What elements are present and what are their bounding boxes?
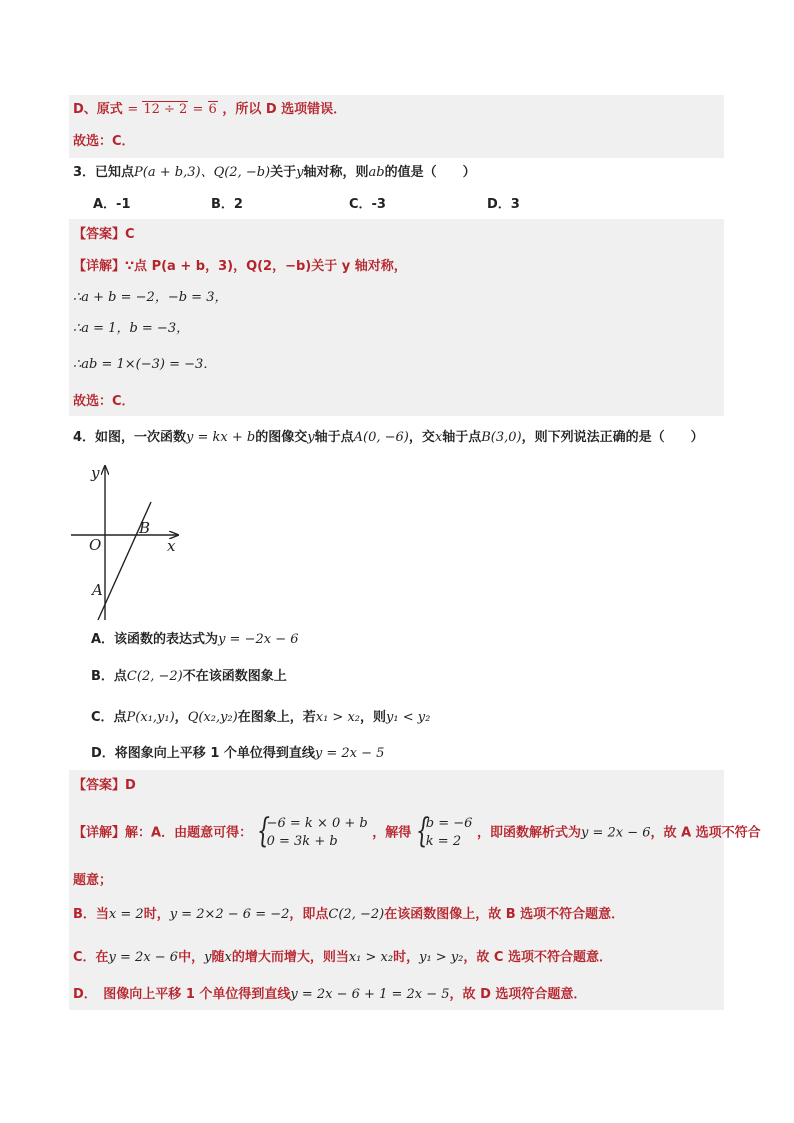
q4-answer: 【答案】D xyxy=(73,778,136,793)
q3-step-1: ∴a + b = −2，−b = 3， xyxy=(73,290,228,305)
y-axis-label: y xyxy=(91,464,100,482)
q4-option-b: B．点C(2, −2)不在该函数图象上 xyxy=(91,669,287,684)
q4-option-d: D．将图象向上平移 1 个单位得到直线y = 2x − 5 xyxy=(91,746,385,761)
q4-detail-c: C．在y = 2x − 6中，y随x的增大而增大，则当x₁ > x₂时，y₁ > y₂，故 C 选项不符合题意． xyxy=(73,950,612,965)
system-of-equations: { −6 = k × 0 + b 0 = 3k + b xyxy=(256,811,368,851)
q3-step-3: ∴ab = 1×(−3) = −3． xyxy=(73,357,217,372)
q3-option-b: B．2 xyxy=(211,197,243,212)
q3-step-2: ∴a = 1，b = −3， xyxy=(73,321,190,336)
q4-detail-a-wrap: 题意； xyxy=(73,873,113,888)
solution-block-q3 xyxy=(69,219,724,416)
q3-answer: 【答案】C xyxy=(73,227,135,242)
q3-choose: 故选：C． xyxy=(73,394,135,409)
q4-stem: 4．如图，一次函数y = kx + b的图像交y轴于点A(0, −6)，交x轴于点B(3,0)，则下列说法正确的是（ ） xyxy=(73,430,704,445)
q3-option-a: A．-1 xyxy=(93,197,131,212)
q3-stem: 3．已知点P(a + b,3)、Q(2, −b)关于y轴对称，则ab的值是（ ） xyxy=(73,165,476,180)
q4-detail-d: D． 图像向上平移 1 个单位得到直线y = 2x − 6 + 1 = 2x − 5，故 D 选项符合题意． xyxy=(73,987,587,1002)
q4-detail-a: 【详解】解：A．由题意可得： { −6 = k × 0 + b 0 = 3k + b ，解得 { b = −6 k = 2 ，即函数解析式为y = 2x − 6，故 A 选项不符合 xyxy=(73,811,761,851)
q2-option-d-explanation: D、原式 = 12 ÷ 2 = 6 ，所以 D 选项错误． xyxy=(73,102,347,117)
origin-label: O xyxy=(89,536,102,554)
solution-block-q4 xyxy=(69,770,724,1010)
q2-sqrt-expression: = 12 ÷ 2 = 6 xyxy=(127,102,217,117)
solution-system: { b = −6 k = 2 xyxy=(415,811,473,851)
x-axis-label: x xyxy=(167,537,176,555)
point-a-label: A xyxy=(92,581,103,599)
q4-option-a: A．该函数的表达式为y = −2x − 6 xyxy=(91,632,299,647)
q4-option-c: C．点P(x₁,y₁)，Q(x₂,y₂)在图象上，若x₁ > x₂，则y₁ < y₂ xyxy=(91,710,431,725)
q3-option-c: C．-3 xyxy=(349,197,386,212)
q3-detail: 【详解】∵点 P(a + b，3)，Q(2，−b)关于 y 轴对称， xyxy=(73,259,407,274)
q4-detail-b: B．当x = 2时，y = 2×2 − 6 = −2，即点C(2, −2)在该函数图像上，故 B 选项不符合题意． xyxy=(73,907,625,922)
point-b-label: B xyxy=(139,519,151,537)
q2-choose: 故选：C． xyxy=(73,134,135,149)
q4-function-graph xyxy=(68,460,188,625)
q3-option-d: D．3 xyxy=(487,197,520,212)
